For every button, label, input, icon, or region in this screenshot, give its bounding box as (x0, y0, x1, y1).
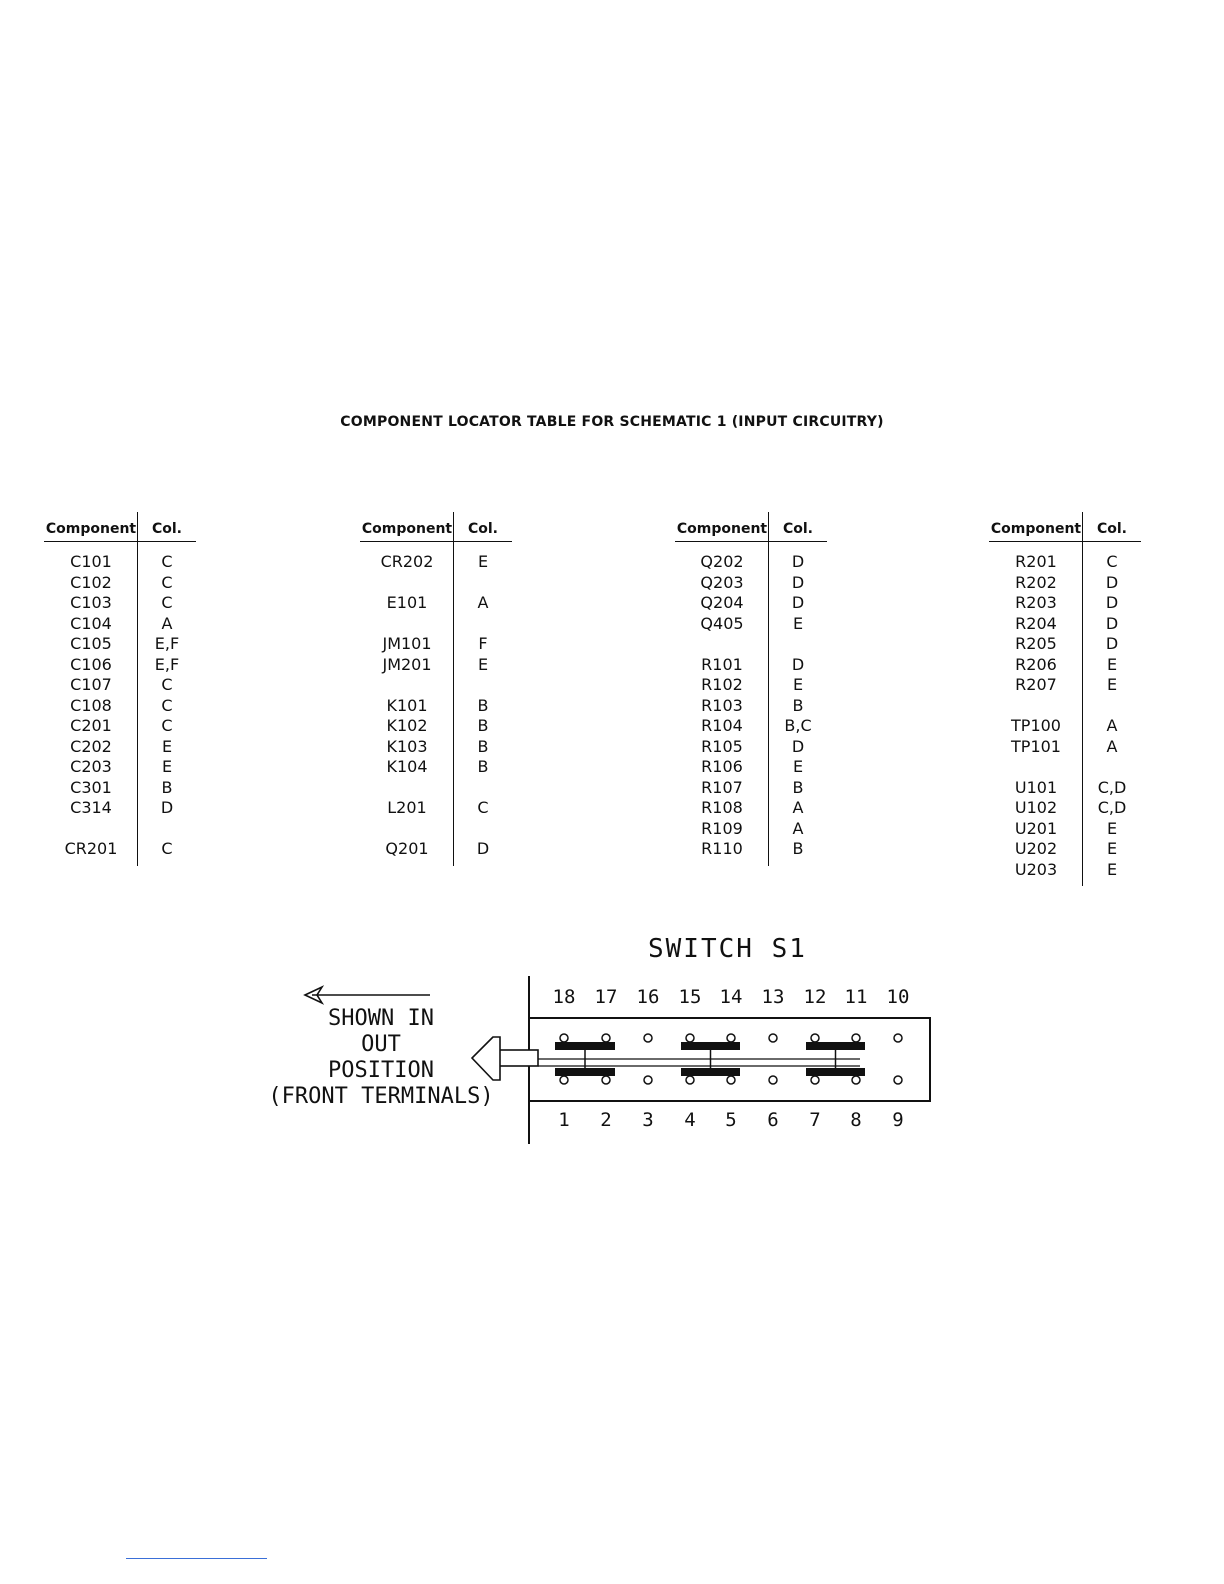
pin-label-top: 16 (636, 986, 660, 1008)
terminal-contact (644, 1034, 652, 1042)
col-cell: C (161, 675, 173, 694)
pin-label-top: 18 (552, 986, 576, 1008)
col-cell: C (161, 716, 173, 735)
component-cell: R206 (1015, 654, 1057, 674)
col-cell: B (792, 839, 804, 858)
pin-label-top: 13 (761, 986, 785, 1008)
col-cell: A (792, 818, 804, 838)
component-cell: U202 (1014, 839, 1058, 858)
component-cell: CR201 (64, 839, 118, 858)
component-cell: C105 (70, 634, 112, 653)
terminal-contact (769, 1034, 777, 1042)
footer-rule (126, 1558, 267, 1559)
component-cell: R203 (1015, 593, 1057, 612)
component-cell: K103 (386, 736, 428, 756)
col-cell: D (791, 593, 805, 612)
component-cell: R105 (701, 736, 743, 756)
col-cell: A (1106, 736, 1118, 756)
component-cell: TP100 (1011, 716, 1061, 735)
col-cell: B (161, 777, 173, 797)
terminal-contact (894, 1076, 902, 1084)
terminal-contact (602, 1034, 610, 1042)
component-cell: R207 (1015, 675, 1057, 694)
component-cell: R107 (701, 777, 743, 797)
component-cell: R201 (1015, 552, 1057, 571)
component-cell: C103 (70, 593, 112, 612)
col-cell: E (477, 654, 489, 674)
pin-label-top: 17 (594, 986, 618, 1008)
component-cell: L201 (387, 798, 427, 817)
terminal-contact (560, 1076, 568, 1084)
col-cell: D (791, 736, 805, 756)
component-cell: C201 (70, 716, 112, 735)
component-cell: JM101 (382, 634, 432, 653)
component-cell: U203 (1014, 859, 1058, 879)
component-cell: R110 (701, 839, 743, 858)
component-cell: C102 (70, 572, 112, 592)
col-cell: D (160, 798, 174, 817)
component-cell: C104 (70, 613, 112, 633)
component-cell: R104 (701, 716, 743, 735)
col-cell: E (161, 757, 173, 776)
terminal-contact (811, 1076, 819, 1084)
component-cell: JM201 (382, 654, 432, 674)
pin-label-top: 12 (803, 986, 827, 1008)
component-cell: R103 (701, 695, 743, 715)
pin-label-bottom: 8 (850, 1109, 862, 1131)
component-cell: TP101 (1011, 736, 1061, 756)
terminal-contact (769, 1076, 777, 1084)
col-cell: D (1105, 613, 1119, 633)
terminal-contact (644, 1076, 652, 1084)
table-title: COMPONENT LOCATOR TABLE FOR SCHEMATIC 1 (INPUT CIRCUITRY) (340, 414, 884, 430)
pin-label-top: 14 (719, 986, 743, 1008)
header-col: Col. (467, 521, 498, 537)
col-cell: E (792, 675, 804, 694)
header-col: Col. (151, 521, 182, 537)
col-cell: A (1106, 716, 1118, 735)
component-cell: C301 (70, 777, 112, 797)
actuator (472, 1037, 860, 1080)
direction-arrow-icon (305, 987, 430, 1003)
pin-label-bottom: 2 (600, 1109, 612, 1131)
component-cell: R109 (701, 818, 743, 838)
component-cell: R204 (1015, 613, 1057, 633)
component-cell: R101 (701, 654, 743, 674)
component-cell: Q202 (700, 552, 744, 571)
contact-bar (806, 1042, 865, 1050)
header-col: Col. (1096, 521, 1127, 537)
terminal-contact (602, 1076, 610, 1084)
col-cell: D (791, 572, 805, 592)
component-cell: U201 (1014, 818, 1058, 838)
component-cell: K102 (386, 716, 428, 735)
col-cell: E (1106, 818, 1118, 838)
col-cell: C (161, 572, 173, 592)
col-cell: C,D (1097, 777, 1127, 797)
switch-note-line: OUT (361, 1032, 401, 1057)
pin-label-top: 15 (678, 986, 702, 1008)
component-cell: U102 (1014, 798, 1058, 817)
header-component: Component (361, 521, 453, 537)
component-cell: R106 (701, 757, 743, 776)
col-cell: B (477, 736, 489, 756)
header-component: Component (676, 521, 768, 537)
col-cell: C (161, 839, 173, 858)
header-component: Component (990, 521, 1082, 537)
component-cell: C202 (70, 736, 112, 756)
terminal-contact (686, 1076, 694, 1084)
component-cell: R202 (1015, 572, 1057, 592)
switch-note-line: POSITION (328, 1058, 434, 1083)
col-cell: B (792, 695, 804, 715)
switch-note-line: (FRONT TERMINALS) (268, 1084, 494, 1109)
pin-label-bottom: 7 (809, 1109, 821, 1131)
terminal-contact (727, 1076, 735, 1084)
col-cell: B (477, 716, 489, 735)
col-cell: D (1105, 634, 1119, 653)
component-cell: Q405 (700, 613, 744, 633)
col-cell: E (1106, 654, 1118, 674)
component-cell: C107 (70, 675, 112, 694)
pin-label-bottom: 9 (892, 1109, 904, 1131)
terminal-contact (727, 1034, 735, 1042)
component-cell: K104 (386, 757, 428, 776)
terminal-contact (811, 1034, 819, 1042)
pin-label-top: 10 (886, 986, 910, 1008)
terminal-contact (852, 1034, 860, 1042)
pin-label-bottom: 3 (642, 1109, 654, 1131)
component-cell: CR202 (380, 552, 434, 571)
component-cell: C106 (70, 654, 112, 674)
col-cell: B (477, 757, 489, 776)
pin-label-bottom: 1 (558, 1109, 570, 1131)
col-cell: C (161, 593, 173, 612)
contact-bar (681, 1068, 740, 1076)
component-cell: Q203 (700, 572, 744, 592)
component-cell: C314 (70, 798, 112, 817)
col-cell: D (791, 654, 805, 674)
col-cell: C (161, 695, 173, 715)
col-cell: E (1106, 859, 1118, 879)
col-cell: E (792, 757, 804, 776)
col-cell: B (792, 777, 804, 797)
contact-bar (806, 1068, 865, 1076)
col-cell: E (161, 736, 173, 756)
col-cell: E (1106, 675, 1118, 694)
component-cell: C108 (70, 695, 112, 715)
col-cell: E (792, 613, 804, 633)
pin-label-bottom: 4 (684, 1109, 696, 1131)
col-cell: A (792, 798, 804, 817)
col-cell: C,D (1097, 798, 1127, 817)
pin-label-bottom: 6 (767, 1109, 779, 1131)
col-cell: C (1106, 552, 1118, 571)
col-cell: D (1105, 593, 1119, 612)
component-cell: Q201 (385, 839, 429, 858)
pin-label-bottom: 5 (725, 1109, 737, 1131)
col-cell: F (478, 634, 488, 653)
component-cell: C101 (70, 552, 112, 571)
col-cell: C (161, 552, 173, 571)
col-cell: D (1105, 572, 1119, 592)
header-component: Component (45, 521, 137, 537)
header-col: Col. (782, 521, 813, 537)
col-cell: A (477, 593, 489, 612)
component-cell: K101 (386, 695, 428, 715)
col-cell: B (477, 695, 489, 715)
col-cell: E (1106, 839, 1118, 858)
terminal-contact (686, 1034, 694, 1042)
col-cell: D (791, 552, 805, 571)
col-cell: E (477, 552, 489, 571)
switch-note-line: SHOWN IN (328, 1006, 434, 1031)
terminal-contact (852, 1076, 860, 1084)
col-cell: C (477, 798, 489, 817)
component-cell: R108 (701, 798, 743, 817)
contact-bar (681, 1042, 740, 1050)
component-cell: C203 (70, 757, 112, 776)
component-cell: R102 (701, 675, 743, 694)
pin-label-top: 11 (844, 986, 868, 1008)
col-cell: B,C (784, 716, 812, 735)
switch-title: SWITCH S1 (648, 934, 807, 964)
terminal-contact (894, 1034, 902, 1042)
col-cell: E,F (154, 654, 180, 674)
component-cell: E101 (386, 593, 428, 612)
component-cell: U101 (1014, 777, 1058, 797)
component-cell: Q204 (700, 593, 744, 612)
component-cell: R205 (1015, 634, 1057, 653)
terminal-contact (560, 1034, 568, 1042)
col-cell: D (476, 839, 490, 858)
contact-bar (555, 1042, 615, 1050)
contact-bar (555, 1068, 615, 1076)
col-cell: E,F (154, 634, 180, 653)
col-cell: A (161, 613, 173, 633)
